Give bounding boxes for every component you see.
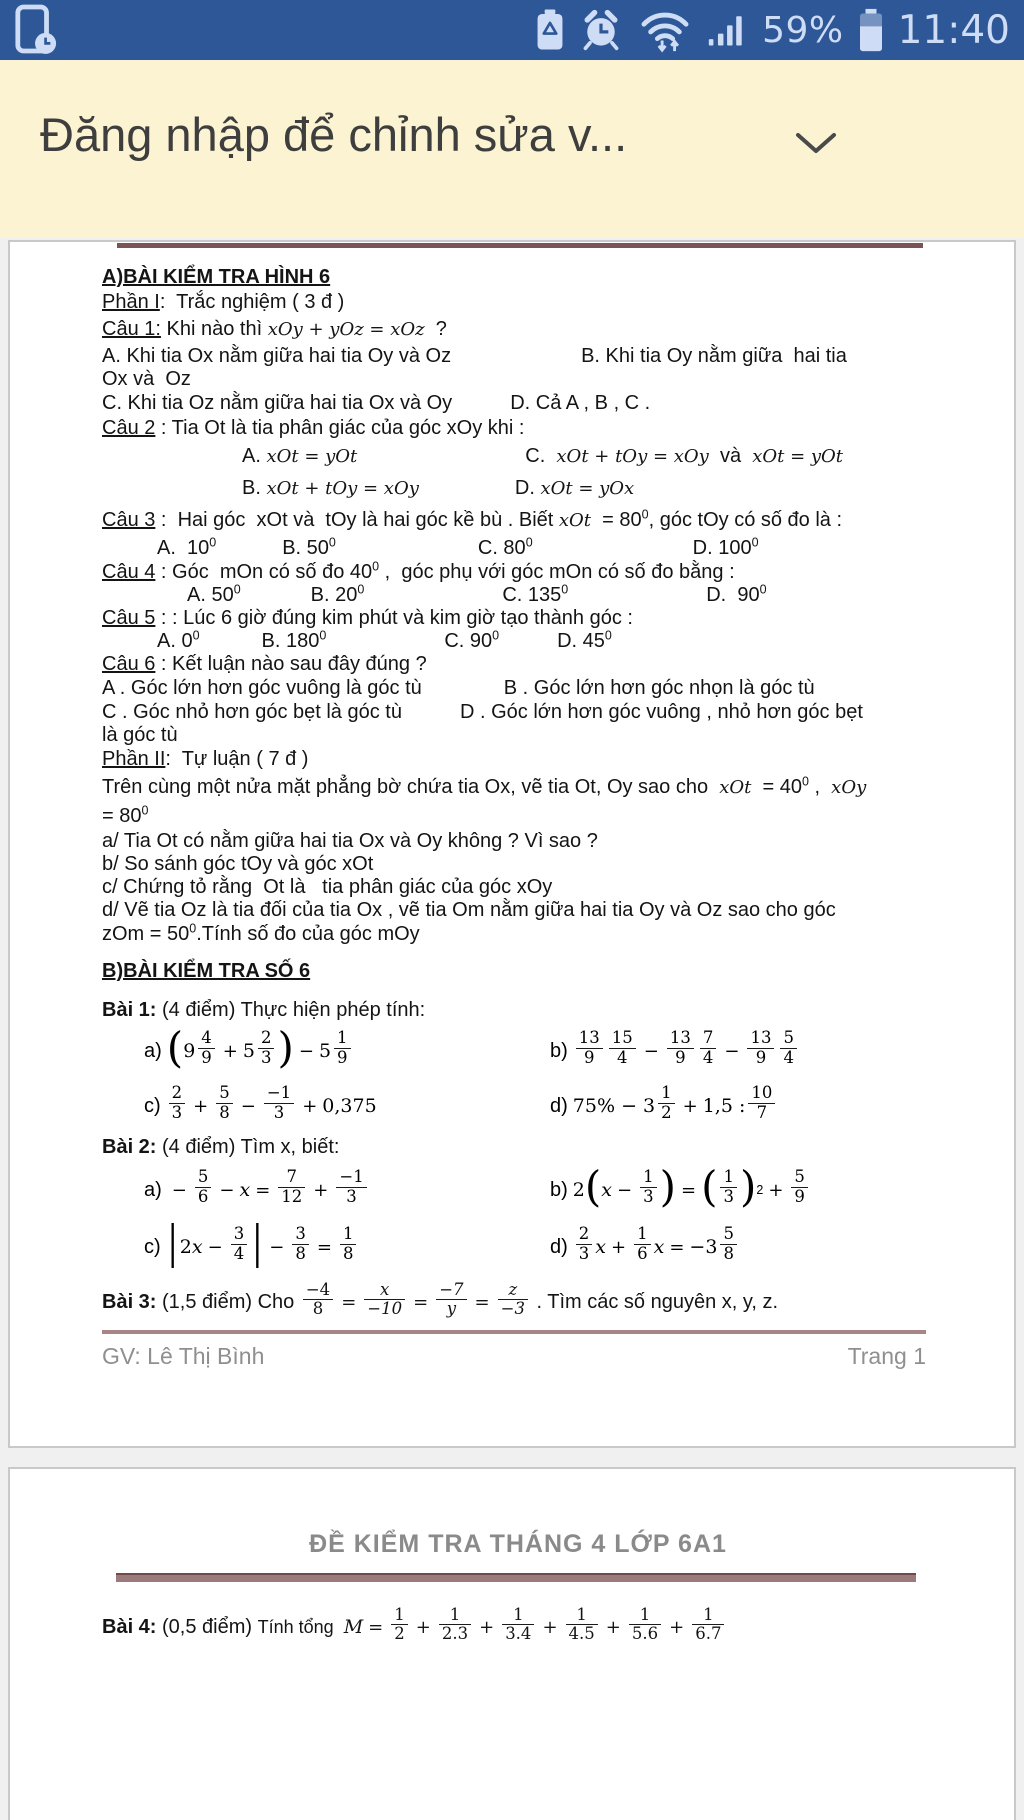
fraction: $\frac{-7}{y}$	[436, 1281, 466, 1319]
math-operator: +	[542, 1617, 558, 1638]
text-run-small: Tính tổng	[257, 1617, 344, 1637]
page-top-rule	[117, 243, 923, 248]
text-run: A. 0	[157, 630, 193, 652]
formula-row	[102, 1023, 934, 1079]
page-heading-text: ĐỀ KIỂM TRA THÁNG 4 LỚP 6A1	[309, 1530, 727, 1558]
math-number-run: 2	[572, 1179, 585, 1201]
superscript: 0	[141, 803, 149, 818]
text-run: B. 50	[282, 537, 329, 559]
text-run: C. Khi tia Oz nằm giữa hai tia Ox và Oy	[102, 392, 453, 414]
underlined-text-run: Câu 1:	[102, 318, 161, 340]
math-run: xOt	[719, 777, 752, 798]
doc-line	[102, 607, 934, 630]
text-run: D . Góc lớn hơn góc vuông , nhỏ hơn góc bẹt	[459, 701, 863, 723]
superscript: 0	[801, 774, 809, 789]
text-run: B. 20	[310, 584, 358, 606]
doc-line	[102, 472, 934, 505]
underlined-text-run: Phần I	[102, 291, 160, 313]
tab-space	[241, 600, 311, 601]
fraction: $\frac{13}{9}$	[576, 1029, 603, 1067]
text-run: D.	[514, 477, 541, 499]
fraction: $\frac{3}{4}$	[231, 1225, 248, 1263]
bold-text-run: Bài 2:	[102, 1136, 157, 1158]
text-run: A. Khi tia Ox nằm giữa hai tia Oy và Oz	[102, 345, 452, 367]
text-run: zOm = 50	[102, 923, 190, 945]
bold-text-run: Bài 4:	[102, 1616, 157, 1638]
bold-text-run: Bài 3:	[102, 1291, 157, 1313]
text-run: B. Khi tia Oy nằm giữa hai tia	[581, 345, 847, 367]
math-operator: +	[415, 1617, 431, 1638]
math-operator: +	[611, 1236, 627, 1258]
math-number-run: 5	[242, 1040, 255, 1062]
formula-label: b)	[550, 1178, 568, 1201]
superscript: 0	[525, 535, 533, 550]
formula-cell	[550, 1224, 740, 1266]
fraction: $\frac{1}{6.7}$	[692, 1606, 724, 1644]
fraction: $\frac{-4}{8}$	[303, 1281, 333, 1319]
fraction: $\frac{15}{4}$	[609, 1029, 636, 1067]
formula-label: c)	[144, 1235, 161, 1258]
superscript: 0	[319, 628, 327, 643]
superscript: 0	[561, 582, 569, 597]
superscript: 0	[328, 535, 336, 550]
math-operator: −	[171, 1179, 187, 1201]
math-run: xOt = yOx	[540, 478, 635, 499]
math-operator: =	[413, 1292, 429, 1313]
doc-line	[102, 772, 934, 803]
doc-line	[102, 997, 934, 1023]
text-run: C . Góc nhỏ hơn góc bẹt là góc tù	[102, 701, 402, 723]
doc-line	[102, 1600, 934, 1655]
heading-text-run: A)BÀI KIỂM TRA HÌNH 6	[102, 266, 331, 288]
fraction: $\frac{1}{8}$	[340, 1225, 357, 1263]
math-run: xOt = yOt	[752, 446, 844, 467]
tab-space	[336, 553, 478, 554]
formula-cell	[550, 1083, 778, 1125]
signal-icon	[707, 9, 749, 51]
text-run: = 80	[102, 805, 142, 827]
math-number-run: 0,375	[322, 1095, 377, 1117]
footer-teacher: GV: Lê Thị Bình	[102, 1343, 265, 1369]
spacer	[102, 985, 934, 997]
formula-label: d)	[550, 1235, 568, 1258]
doc-line	[102, 876, 934, 899]
tab-space	[326, 646, 444, 647]
page-2-content	[102, 1529, 934, 1655]
text-run: : Kết luận nào sau đây đúng ?	[155, 653, 427, 675]
doc-line	[102, 724, 934, 747]
footer-rule	[102, 1330, 926, 1334]
math-operator: −	[207, 1236, 223, 1258]
fraction: $\frac{1}{3}$	[720, 1168, 737, 1206]
math-operator: −	[643, 1040, 659, 1062]
formula-cell	[144, 1083, 550, 1125]
superscript: 0	[192, 628, 200, 643]
underlined-text-run: Câu 6	[102, 653, 156, 675]
fraction: $\frac{13}{9}$	[667, 1029, 694, 1067]
math-operator: =	[669, 1236, 685, 1258]
text-run: D. Cả A , B , C .	[510, 392, 651, 414]
fraction: $\frac{1}{4.5}$	[566, 1606, 598, 1644]
document-scroll-area[interactable]	[0, 238, 1024, 1820]
underlined-text-run: Phần II	[102, 748, 166, 770]
fraction: $\frac{1}{5.6}$	[629, 1606, 661, 1644]
math-run: xOy + yOz = xOz	[267, 319, 425, 340]
doc-line	[102, 630, 934, 653]
fraction: $\frac{1}{2.3}$	[439, 1606, 471, 1644]
doc-line	[102, 264, 934, 290]
text-run: C. 135	[502, 584, 562, 606]
fraction: $\frac{3}{8}$	[292, 1225, 309, 1263]
math-operator: +	[768, 1179, 784, 1201]
footer-page-number: Trang 1	[847, 1343, 926, 1369]
text-run: , góc tOy có số đo là :	[648, 509, 843, 531]
text-run: C.	[525, 445, 557, 467]
power-saving-icon	[534, 8, 566, 52]
tab-space	[102, 646, 157, 647]
underlined-text-run: Câu 5	[102, 607, 156, 629]
tab-space	[419, 493, 515, 494]
text-run: là góc tù	[102, 724, 178, 746]
text-run: : Trắc nghiệm ( 3 đ )	[159, 291, 345, 313]
fraction: $\frac{10}{7}$	[748, 1084, 775, 1122]
doc-line	[102, 505, 934, 536]
text-run: b/ So sánh góc tOy và góc xOt	[102, 853, 374, 875]
spacer	[102, 946, 934, 958]
double-rule	[116, 1573, 916, 1582]
fraction: $\frac{5}{4}$	[780, 1029, 797, 1067]
math-variable-run: x	[653, 1236, 665, 1258]
underlined-text-run: Câu 2	[102, 417, 156, 439]
fraction: $\frac{2}{3}$	[169, 1084, 186, 1122]
screenshot-icon	[14, 4, 58, 56]
math-operator: −	[298, 1040, 314, 1062]
superscript: 0	[372, 559, 380, 574]
text-run: C. 90	[444, 630, 493, 652]
math-variable-run: x	[595, 1236, 607, 1258]
fraction: $\frac{5}{8}$	[216, 1084, 233, 1122]
fraction: $\frac{1}{9}$	[334, 1029, 351, 1067]
formula-label: a)	[144, 1178, 162, 1201]
math-operator: +	[222, 1040, 238, 1062]
superscript: 0	[492, 628, 500, 643]
math-variable-run: M	[343, 1616, 364, 1638]
math-variable-run: x	[601, 1179, 612, 1201]
fraction: $\frac{5}{9}$	[791, 1168, 808, 1206]
text-run: A.	[242, 445, 267, 467]
text-run: (1,5 điểm) Cho	[156, 1291, 300, 1313]
status-bar	[0, 0, 1024, 60]
tab-space	[499, 646, 557, 647]
math-variable-run: x	[191, 1236, 203, 1258]
text-run: (4 điểm) Thực hiện phép tính:	[156, 999, 426, 1021]
page-footer	[102, 1330, 926, 1369]
superscript: 0	[189, 921, 197, 936]
superscript: 0	[604, 628, 612, 643]
clock: 11:40	[897, 7, 1010, 53]
text-run: : : Lúc 6 giờ đúng kim phút và kim giờ tạo thành góc :	[155, 607, 633, 629]
fraction: $\frac{z}{-3}$	[498, 1281, 528, 1319]
doc-line	[102, 560, 934, 584]
fraction: $\frac{1}{2}$	[391, 1606, 408, 1644]
formula-label: b)	[550, 1039, 568, 1062]
fraction: $\frac{1}{3}$	[640, 1168, 657, 1206]
doc-line	[102, 345, 934, 368]
doc-line	[102, 958, 934, 985]
tab-space	[422, 693, 504, 694]
math-number-run: 2	[179, 1236, 192, 1258]
math-number-run: 1,5 :	[702, 1095, 746, 1117]
tab-space	[102, 493, 242, 494]
tab-space	[568, 600, 706, 601]
text-run: A . Góc lớn hơn góc vuông là góc tù	[102, 677, 422, 699]
doc-line	[102, 700, 934, 724]
fraction: $\frac{-1}{3}$	[336, 1168, 366, 1206]
tab-space	[402, 717, 460, 718]
page-1-content	[102, 264, 934, 1330]
text-run: , góc phụ với góc mOn có số đo bằng :	[379, 561, 735, 583]
doc-line	[102, 676, 934, 700]
fraction: $\frac{13}{9}$	[747, 1029, 774, 1067]
doc-line	[102, 1133, 934, 1161]
fraction: $\frac{7}{4}$	[700, 1029, 717, 1067]
formula-cell: c) | 2 x − $\frac{3}{4}$ | − $\frac{3}{8}$ = $\frac{1}{8}$	[144, 1228, 550, 1266]
math-run: xOt	[558, 510, 592, 531]
fraction: $\frac{-1}{3}$	[264, 1084, 294, 1122]
superscript: 0	[759, 582, 767, 597]
formula-label: d)	[550, 1094, 568, 1117]
math-operator: =	[316, 1236, 332, 1258]
text-run: : Hai góc xOt và tOy là hai góc kề bù . Biết	[155, 509, 559, 531]
superscript: 0	[209, 535, 217, 550]
fraction: $\frac{2}{3}$	[258, 1029, 275, 1067]
text-run: C. 80	[477, 537, 526, 559]
math-operator: =	[341, 1292, 357, 1313]
fraction: $\frac{1}{6}$	[634, 1225, 651, 1263]
tab-space	[357, 461, 525, 462]
math-operator: =	[255, 1179, 271, 1201]
fraction: $\frac{5}{8}$	[720, 1225, 737, 1263]
math-operator: −	[219, 1179, 235, 1201]
math-operator: +	[302, 1095, 318, 1117]
formula-row	[102, 1161, 934, 1219]
math-number-run: 75% − 3	[572, 1095, 656, 1117]
tab-space	[102, 600, 187, 601]
text-run: d/ Vẽ tia Oz là tia đối của tia Ox , vẽ tia Om nằm giữa hai tia Oy và Oz sao cho góc	[102, 899, 836, 921]
battery-percent: 59%	[762, 9, 844, 51]
doc-line	[102, 653, 934, 676]
text-run: c/ Chứng tỏ rằng Ot là tia phân giác của góc xOy	[102, 876, 553, 898]
fraction: $\frac{5}{6}$	[195, 1168, 212, 1206]
text-run: (4 điểm) Tìm x, biết:	[156, 1136, 340, 1158]
login-banner[interactable]	[0, 60, 1024, 238]
formula-cell: a) ( 9 $\frac{4}{9}$ + 5 $\frac{2}{3}$ ) − 5 $\frac{1}{9}$	[144, 1032, 550, 1070]
text-run: (0,5 điểm)	[156, 1616, 258, 1638]
tab-space	[452, 408, 510, 409]
fraction: $\frac{4}{9}$	[198, 1029, 215, 1067]
formula-row	[102, 1219, 934, 1275]
text-run: ,	[808, 776, 832, 798]
text-run: Khi nào thì	[160, 318, 268, 340]
doc-line	[102, 415, 934, 441]
math-run: xOy	[831, 777, 867, 798]
text-run: Trên cùng một nửa mặt phẳng bờ chứa tia Ox, vẽ tia Ot, Oy sao cho	[102, 776, 720, 798]
doc-line	[102, 747, 934, 772]
math-run: xOt = yOt	[266, 446, 358, 467]
math-operator: +	[193, 1095, 209, 1117]
underlined-text-run: Câu 3	[102, 509, 156, 531]
math-operator: +	[605, 1617, 621, 1638]
alarm-icon	[579, 8, 623, 52]
doc-line	[102, 584, 934, 607]
battery-icon	[857, 8, 885, 52]
document-page-2	[8, 1467, 1016, 1820]
math-run: xOt + tOy = xOy	[556, 446, 709, 467]
heading-text-run: B)BÀI KIỂM TRA SỐ 6	[102, 960, 311, 982]
math-operator: =	[680, 1179, 697, 1201]
text-run: = 80	[591, 509, 642, 531]
doc-line	[102, 314, 934, 345]
text-run: = 40	[751, 776, 802, 798]
doc-line	[102, 853, 934, 876]
underlined-text-run: Câu 4	[102, 561, 156, 583]
doc-line	[102, 1275, 934, 1330]
tab-space	[102, 553, 157, 554]
formula-cell	[144, 1167, 550, 1209]
text-run: D. 90	[706, 584, 760, 606]
tab-space	[102, 461, 242, 462]
doc-line	[102, 441, 934, 472]
doc-line	[102, 368, 934, 391]
doc-line	[102, 391, 934, 415]
doc-line	[102, 536, 934, 560]
tab-space	[200, 646, 262, 647]
math-operator: +	[669, 1617, 685, 1638]
math-operator: +	[682, 1095, 698, 1117]
math-operator: −	[724, 1040, 740, 1062]
math-operator: =	[474, 1292, 490, 1313]
fraction: $\frac{7}{12}$	[278, 1168, 305, 1206]
text-run: B. 180	[261, 630, 320, 652]
superscript: 0	[751, 535, 759, 550]
math-operator: −	[617, 1179, 633, 1201]
doc-line	[102, 899, 934, 922]
formula-cell: b) 2 ( x − $\frac{1}{3}$ ) = ( $\frac{1}{3}$ ) 2 + $\frac{5}{9}$	[550, 1171, 811, 1209]
text-run: : Tia Ot là tia phân giác của góc xOy khi :	[155, 417, 525, 439]
wifi-icon	[636, 7, 694, 53]
formula-cell	[550, 1028, 800, 1070]
doc-line	[102, 1529, 934, 1561]
text-run: : Góc mOn có số đo 40	[155, 561, 373, 583]
chevron-down-icon[interactable]	[794, 132, 838, 156]
tab-space	[216, 553, 282, 554]
text-run: A. 10	[157, 537, 210, 559]
fraction: $\frac{1}{2}$	[658, 1084, 675, 1122]
tab-space	[451, 361, 581, 362]
formula-label: a)	[144, 1039, 162, 1062]
superscript: 0	[233, 582, 241, 597]
banner-title: Đăng nhập để chỉnh sửa v...	[40, 108, 628, 161]
text-run: .Tính số đo của góc mOy	[196, 923, 420, 945]
bold-text-run: Bài 1:	[102, 999, 157, 1021]
doc-line	[102, 829, 934, 853]
fraction: $\frac{x}{-10}$	[364, 1281, 405, 1319]
doc-line	[102, 922, 934, 946]
formula-label: c)	[144, 1094, 161, 1117]
text-run: D. 45	[557, 630, 605, 652]
text-run: Ox và Oz	[102, 368, 191, 390]
math-run: xOt + tOy = xOy	[266, 478, 419, 499]
superscript: 0	[357, 582, 365, 597]
text-run: . Tìm các số nguyên x, y, z.	[530, 1291, 779, 1313]
doc-line	[102, 803, 934, 829]
math-number-run: 5	[318, 1040, 332, 1062]
doc-line	[102, 290, 934, 314]
text-run: ?	[424, 318, 447, 340]
math-operator: −	[240, 1095, 256, 1117]
math-operator: +	[313, 1179, 329, 1201]
text-run: B . Góc lớn hơn góc nhọn là góc tù	[503, 677, 815, 699]
fraction: $\frac{2}{3}$	[576, 1225, 593, 1263]
text-run: A. 50	[187, 584, 234, 606]
text-run: và	[708, 445, 753, 467]
superscript: 0	[641, 507, 649, 522]
math-number-run: −3	[689, 1236, 718, 1258]
math-number-run: 9	[183, 1040, 196, 1062]
math-operator: +	[479, 1617, 495, 1638]
math-operator: =	[368, 1617, 384, 1638]
text-run: : Tự luận ( 7 đ )	[165, 748, 309, 770]
math-operator: −	[269, 1236, 285, 1258]
text-run: B.	[242, 477, 267, 499]
fraction: $\frac{1}{3.4}$	[502, 1606, 534, 1644]
text-run: a/ Tia Ot có nằm giữa hai tia Ox và Oy không ? Vì sao ?	[102, 830, 598, 852]
formula-row	[102, 1079, 934, 1133]
tab-space	[364, 600, 502, 601]
tab-space	[533, 553, 693, 554]
document-page-1	[8, 240, 1016, 1448]
text-run: D. 100	[692, 537, 752, 559]
math-variable-run: x	[239, 1179, 251, 1201]
